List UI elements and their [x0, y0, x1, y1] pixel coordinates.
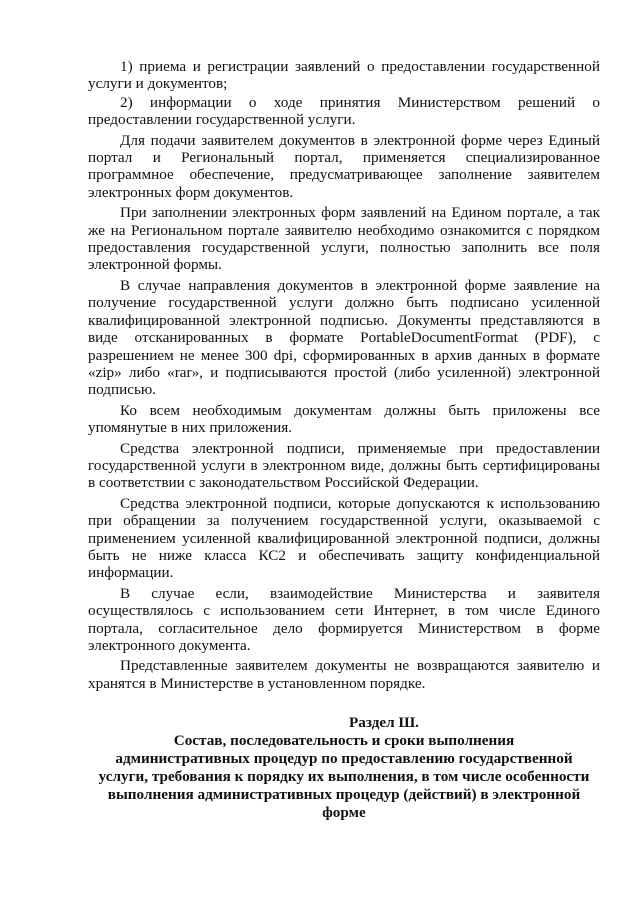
- section-title-line: выполнения административных процедур (действий) в электронной: [107, 786, 581, 804]
- paragraph-list-item-2: 2) информации о ходе принятия Министерством решений о предоставлении государственной услуги.: [88, 93, 600, 129]
- section-heading: [88, 714, 600, 822]
- paragraph-documents-storage: Представленные заявителем документы не возвращаются заявителю и хранятся в Министерстве в установленном порядке.: [88, 657, 600, 692]
- section-title-line: Состав, последовательность и сроки выполнения: [173, 732, 515, 750]
- document-page: [88, 58, 600, 822]
- paragraph-signature-requirements: В случае направления документов в электронной форме заявление на получение государственной услуги должно быть подписано усиленной квалифицированной электронной подписью. Документы представляются в виде отсканированных в формате PortableDocumentFormat (PDF), с разрешением не менее 300 dpi, сформированных в архив данных в формате «zip» либо «rar», и подписываются простой (либо усиленной) электронной подписью.: [88, 276, 600, 399]
- paragraph-form-filling: При заполнении электронных форм заявлений на Едином портале, а так же на Региональном портале заявителю необходимо ознакомится с порядком предоставления государственной услуги, полностью заполнить все поля электронной формы.: [88, 204, 600, 274]
- section-title-line: форме: [322, 804, 366, 822]
- section-title-line: административных процедур по предоставлению государственной: [115, 750, 573, 768]
- paragraph-internet-interaction: В случае если, взаимодействие Министерства и заявителя осуществлялось с использованием сети Интернет, в том числе Единого портала, согласительное дело формируется Министерством в форме электронного документа.: [88, 584, 600, 654]
- section-number: Раздел Ш.: [349, 714, 419, 732]
- paragraph-signature-certification: Средства электронной подписи, применяемые при предоставлении государственной услуги в электронном виде, должны быть сертифицированы в соответствии с законодательством Российской Федерации.: [88, 439, 600, 492]
- paragraph-list-item-1: 1) приема и регистрации заявлений о предоставлении государственной услуги и документов;: [88, 58, 600, 93]
- section-title-line: услуги, требования к порядку их выполнения, в том числе особенности: [98, 768, 590, 786]
- paragraph-signature-class: Средства электронной подписи, которые допускаются к использованию при обращении за получением государственной услуги, оказываемой с применением усиленной квалифицированной электронной подписи, должны быть не ниже класса КС2 и обеспечивать защиту конфиденциальной информации.: [88, 494, 600, 582]
- paragraph-attachments: Ко всем необходимым документам должны быть приложены все упомянутые в них приложения.: [88, 401, 600, 437]
- paragraph-electronic-submission: Для подачи заявителем документов в электронной форме через Единый портал и Региональный портал, применяется специализированное программное обеспечение, предусматривающее заполнение заявителем электронных форм документов.: [88, 131, 600, 201]
